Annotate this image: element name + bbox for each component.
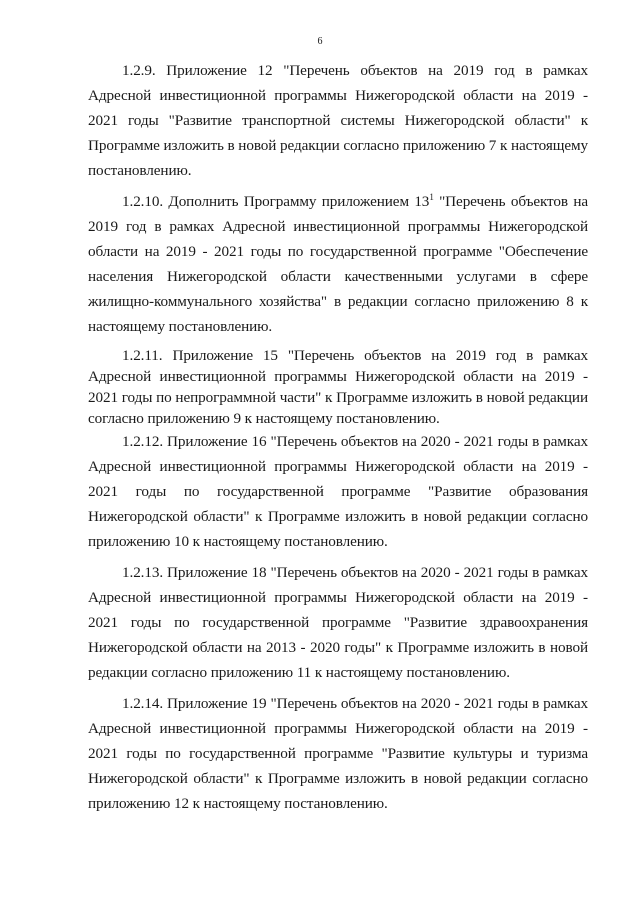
paragraph-1-2-10-rest: "Перечень объектов на 2019 год в рамках Адресной инвестиционной программы Нижегородской области на 2019 - 2021 годы по государственной программе "Обеспечение населения Нижегородской области качественными услугами в сфере жилищно-коммунального хозяйства" в редакции согласно приложению 8 к настоящему постановлению. [88, 193, 588, 335]
superscript-marker: 1 [429, 191, 434, 202]
paragraph-1-2-10 [88, 189, 588, 339]
paragraph-1-2-9: 1.2.9. Приложение 12 "Перечень объектов на 2019 год в рамках Адресной инвестиционной программы Нижегородской области на 2019 - 2021 годы "Развитие транспортной системы Нижегородской области" к Программе изложить в новой редакции согласно приложению 7 к настоящему постановлению. [88, 62, 588, 179]
paragraph-1-2-11: 1.2.11. Приложение 15 "Перечень объектов на 2019 год в рамках Адресной инвестиционной программы Нижегородской области на 2019 - 2021 годы по непрограммной части" к Программе изложить в новой редакции согласно приложению 9 к настоящему постановлению. [88, 347, 588, 427]
paragraph-1-2-12: 1.2.12. Приложение 16 "Перечень объектов на 2020 - 2021 годы в рамках Адресной инвестиционной программы Нижегородской области на 2019 - 2021 годы по государственной программе "Развитие образования Нижегородской области" к Программе изложить в новой редакции согласно приложению 10 к настоящему постановлению. [88, 433, 588, 550]
page-number: 6 [317, 36, 323, 47]
paragraph-1-2-13: 1.2.13. Приложение 18 "Перечень объектов на 2020 - 2021 годы в рамках Адресной инвестиционной программы Нижегородской области на 2019 - 2021 годы по государственной программе "Развитие здравоохранения Нижегородской области на 2013 - 2020 годы" к Программе изложить в новой редакции согласно приложению 11 к настоящему постановлению. [88, 564, 588, 681]
paragraph-1-2-14: 1.2.14. Приложение 19 "Перечень объектов на 2020 - 2021 годы в рамках Адресной инвестиционной программы Нижегородской области на 2019 - 2021 годы по государственной программе "Развитие культуры и туризма Нижегородской области" к Программе изложить в новой редакции согласно приложению 12 к настоящему постановлению. [88, 695, 588, 812]
document-body [88, 58, 588, 822]
paragraph-1-2-10-start: 1.2.10. Дополнить Программу приложением 13 [122, 193, 430, 210]
